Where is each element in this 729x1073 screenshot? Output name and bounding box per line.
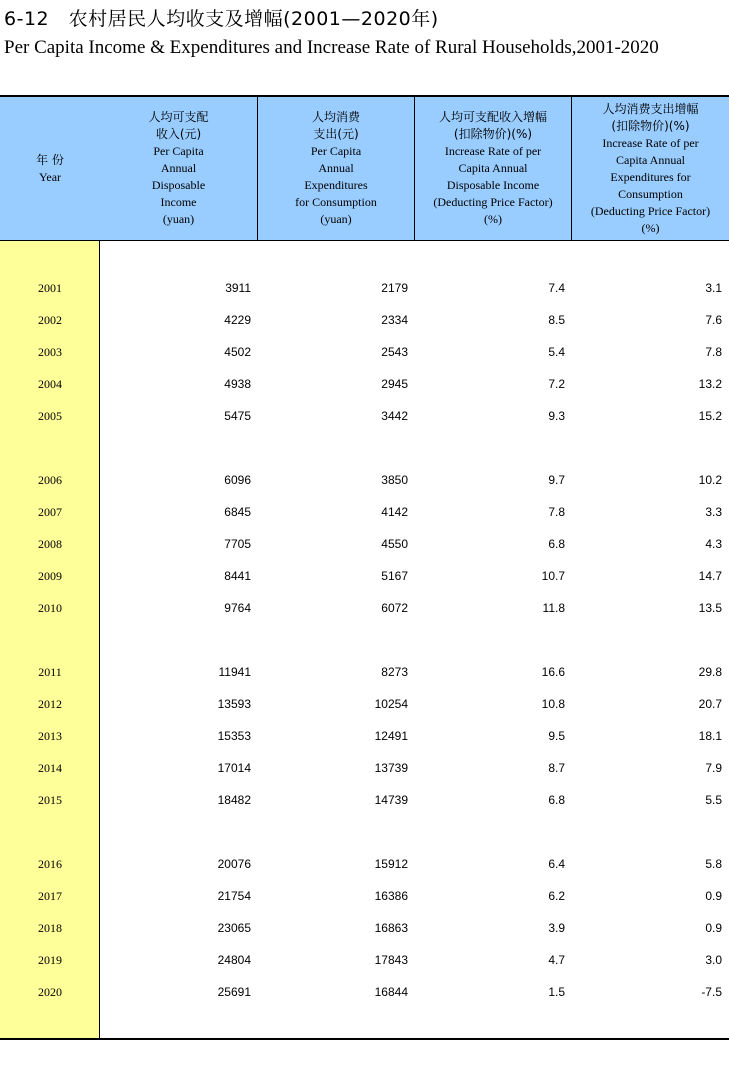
header-line: Per Capita bbox=[153, 144, 204, 158]
header-expenditure bbox=[257, 97, 414, 240]
header-line: Per Capita bbox=[310, 144, 362, 158]
year-cell: 2003 bbox=[38, 345, 62, 359]
income-cell: 11941 bbox=[218, 665, 251, 679]
income-cell: 9764 bbox=[224, 601, 251, 615]
expenditure-cell: 2334 bbox=[381, 313, 408, 327]
income-cell: 20076 bbox=[217, 857, 251, 871]
header-year-en: Year bbox=[38, 169, 62, 184]
header-line: (yuan) bbox=[162, 212, 195, 226]
header-line: Annual bbox=[160, 161, 197, 175]
income-rate-cell: 5.4 bbox=[548, 345, 565, 359]
income-cell: 4229 bbox=[224, 313, 251, 327]
header-line: 人均消费支出增幅 bbox=[602, 101, 699, 116]
table-row bbox=[0, 912, 729, 944]
year-cell: 2012 bbox=[38, 697, 62, 711]
header-line: (yuan) bbox=[320, 212, 352, 226]
income-rate-cell: 7.2 bbox=[548, 377, 565, 391]
expenditure-cell: 6072 bbox=[381, 601, 408, 615]
year-cell: 2017 bbox=[38, 889, 62, 903]
table-row bbox=[0, 656, 729, 688]
table-row bbox=[0, 336, 729, 368]
expenditure-rate-cell: 18.1 bbox=[698, 729, 722, 743]
income-cell: 4502 bbox=[224, 345, 251, 359]
header-line: Annual bbox=[318, 161, 354, 175]
income-rate-cell: 6.4 bbox=[548, 857, 565, 871]
income-cell: 6845 bbox=[224, 505, 251, 519]
expenditure-cell: 17843 bbox=[374, 953, 408, 967]
expenditure-rate-cell: 29.8 bbox=[698, 665, 722, 679]
expenditure-cell: 3442 bbox=[381, 409, 408, 423]
header-line: 支出(元) bbox=[313, 127, 359, 141]
expenditure-cell: 16386 bbox=[374, 889, 408, 903]
expenditure-cell: 5167 bbox=[381, 569, 408, 583]
header-line: Income bbox=[160, 195, 197, 209]
table-row bbox=[0, 528, 729, 560]
header-line: 人均消费 bbox=[311, 110, 360, 124]
year-cell: 2006 bbox=[38, 473, 62, 487]
table-row bbox=[0, 464, 729, 496]
expenditure-rate-cell: 4.3 bbox=[705, 537, 722, 551]
header-line: Disposable bbox=[151, 178, 206, 192]
expenditure-rate-cell: 0.9 bbox=[705, 921, 722, 935]
table-row bbox=[0, 272, 729, 304]
table-row bbox=[0, 944, 729, 976]
expenditure-rate-cell: 3.1 bbox=[705, 281, 722, 295]
expenditure-cell: 4550 bbox=[381, 537, 408, 551]
year-cell: 2018 bbox=[38, 921, 62, 935]
income-rate-cell: 16.6 bbox=[541, 665, 565, 679]
expenditure-rate-cell: 14.7 bbox=[698, 569, 722, 583]
income-cell: 7705 bbox=[224, 537, 251, 551]
income-cell: 4938 bbox=[224, 377, 251, 391]
header-line: (%) bbox=[641, 220, 660, 235]
income-cell: 21754 bbox=[217, 889, 251, 903]
income-rate-cell: 10.8 bbox=[541, 697, 565, 711]
table-row bbox=[0, 304, 729, 336]
header-line: 人均可支配 bbox=[148, 110, 209, 124]
header-line: (%) bbox=[484, 212, 502, 226]
year-cell: 2002 bbox=[38, 313, 62, 327]
income-rate-cell: 1.5 bbox=[548, 985, 565, 999]
expenditure-cell: 12491 bbox=[374, 729, 408, 743]
header-line: Capita Annual bbox=[616, 152, 685, 167]
table-row bbox=[0, 400, 729, 432]
expenditure-rate-cell: 3.3 bbox=[705, 505, 722, 519]
table-row bbox=[0, 848, 729, 880]
year-cell: 2004 bbox=[38, 377, 62, 391]
header-line: Increase Rate of per bbox=[602, 135, 699, 150]
year-cell: 2015 bbox=[38, 793, 62, 807]
expenditure-cell: 14739 bbox=[374, 793, 408, 807]
income-rate-cell: 3.9 bbox=[548, 921, 565, 935]
table-row bbox=[0, 784, 729, 816]
table-row bbox=[0, 752, 729, 784]
year-cell: 2020 bbox=[38, 985, 62, 999]
income-rate-cell: 7.4 bbox=[548, 281, 565, 295]
table-row bbox=[0, 560, 729, 592]
expenditure-cell: 8273 bbox=[381, 665, 408, 679]
header-line: (扣除物价)(%) bbox=[611, 118, 690, 133]
header-year-cn: 年 份 bbox=[36, 152, 64, 167]
expenditure-rate-cell: 13.2 bbox=[698, 377, 722, 391]
income-cell: 25691 bbox=[217, 985, 251, 999]
header-line: Disposable Income bbox=[446, 178, 540, 192]
header-line: (Deducting Price Factor) bbox=[433, 195, 553, 209]
year-cell: 2001 bbox=[38, 281, 62, 295]
income-rate-cell: 10.7 bbox=[541, 569, 565, 583]
header-income bbox=[100, 97, 257, 240]
expenditure-rate-cell: 13.5 bbox=[698, 601, 722, 615]
year-cell: 2013 bbox=[38, 729, 62, 743]
expenditure-cell: 4142 bbox=[381, 505, 408, 519]
expenditure-rate-cell: 7.8 bbox=[705, 345, 722, 359]
header-line: for Consumption bbox=[295, 195, 377, 209]
expenditure-cell: 2945 bbox=[381, 377, 408, 391]
income-rate-cell: 4.7 bbox=[548, 953, 565, 967]
income-rate-cell: 8.5 bbox=[548, 313, 565, 327]
income-rate-cell: 9.5 bbox=[548, 729, 565, 743]
expenditure-rate-cell: -7.5 bbox=[701, 985, 722, 999]
expenditure-rate-cell: 10.2 bbox=[698, 473, 722, 487]
income-cell: 3911 bbox=[225, 281, 251, 295]
header-income-rate bbox=[414, 97, 571, 240]
expenditure-cell: 2179 bbox=[381, 281, 408, 295]
income-cell: 13593 bbox=[217, 697, 251, 711]
income-rate-cell: 7.8 bbox=[548, 505, 565, 519]
year-cell: 2016 bbox=[38, 857, 62, 871]
income-cell: 24804 bbox=[217, 953, 251, 967]
year-cell: 2011 bbox=[38, 665, 62, 679]
year-cell: 2007 bbox=[38, 505, 62, 519]
income-cell: 8441 bbox=[224, 569, 251, 583]
expenditure-rate-cell: 7.6 bbox=[705, 313, 722, 327]
income-rate-cell: 6.8 bbox=[548, 537, 565, 551]
table-row bbox=[0, 592, 729, 624]
expenditure-cell: 13739 bbox=[374, 761, 408, 775]
header-line: 收入(元) bbox=[155, 127, 202, 141]
header-line: Capita Annual bbox=[458, 161, 528, 175]
header-line: 人均可支配收入增幅 bbox=[438, 110, 547, 124]
header-line: Consumption bbox=[618, 186, 683, 201]
year-cell: 2009 bbox=[38, 569, 62, 583]
expenditure-cell: 16863 bbox=[374, 921, 408, 935]
expenditure-cell: 15912 bbox=[374, 857, 408, 871]
header-expenditure-rate bbox=[571, 97, 729, 240]
table-row bbox=[0, 688, 729, 720]
table-row bbox=[0, 720, 729, 752]
table-row bbox=[0, 368, 729, 400]
table-header bbox=[0, 97, 729, 241]
table-title-chinese: 6-12 农村居民人均收支及增幅(2001—2020年) bbox=[4, 8, 439, 30]
expenditure-rate-cell: 20.7 bbox=[698, 697, 722, 711]
year-cell: 2019 bbox=[38, 953, 62, 967]
income-cell: 5475 bbox=[224, 409, 251, 423]
header-year bbox=[0, 97, 100, 240]
income-rate-cell: 6.8 bbox=[548, 793, 565, 807]
expenditure-cell: 3850 bbox=[381, 473, 408, 487]
header-line: (扣除物价)(%) bbox=[453, 127, 533, 141]
expenditure-rate-cell: 15.2 bbox=[698, 409, 722, 423]
year-cell: 2014 bbox=[38, 761, 62, 775]
header-line: Increase Rate of per bbox=[444, 144, 542, 158]
income-cell: 23065 bbox=[217, 921, 251, 935]
income-rate-cell: 9.7 bbox=[548, 473, 565, 487]
header-line: (Deducting Price Factor) bbox=[590, 203, 711, 218]
income-rate-cell: 8.7 bbox=[548, 761, 565, 775]
bottom-rule bbox=[0, 1038, 729, 1040]
income-cell: 18482 bbox=[217, 793, 251, 807]
income-cell: 15353 bbox=[217, 729, 251, 743]
table-title-english: Per Capita Income & Expenditures and Increase Rate of Rural Households,2001-2020 bbox=[4, 37, 659, 58]
income-rate-cell: 11.8 bbox=[542, 601, 565, 615]
year-cell: 2010 bbox=[38, 601, 62, 615]
header-line: Expenditures bbox=[304, 178, 368, 192]
expenditure-rate-cell: 5.8 bbox=[705, 857, 722, 871]
expenditure-rate-cell: 7.9 bbox=[705, 761, 722, 775]
expenditure-rate-cell: 0.9 bbox=[705, 889, 722, 903]
expenditure-rate-cell: 5.5 bbox=[705, 793, 722, 807]
income-rate-cell: 9.3 bbox=[548, 409, 565, 423]
table-row bbox=[0, 880, 729, 912]
table-row bbox=[0, 496, 729, 528]
expenditure-cell: 10254 bbox=[374, 697, 408, 711]
year-cell: 2005 bbox=[38, 409, 62, 423]
expenditure-rate-cell: 3.0 bbox=[705, 953, 722, 967]
expenditure-cell: 2543 bbox=[381, 345, 408, 359]
expenditure-cell: 16844 bbox=[374, 985, 408, 999]
year-cell: 2008 bbox=[38, 537, 62, 551]
table-row bbox=[0, 976, 729, 1008]
income-cell: 6096 bbox=[224, 473, 251, 487]
income-rate-cell: 6.2 bbox=[548, 889, 565, 903]
header-line: Expenditures for bbox=[610, 169, 691, 184]
income-cell: 17014 bbox=[217, 761, 251, 775]
